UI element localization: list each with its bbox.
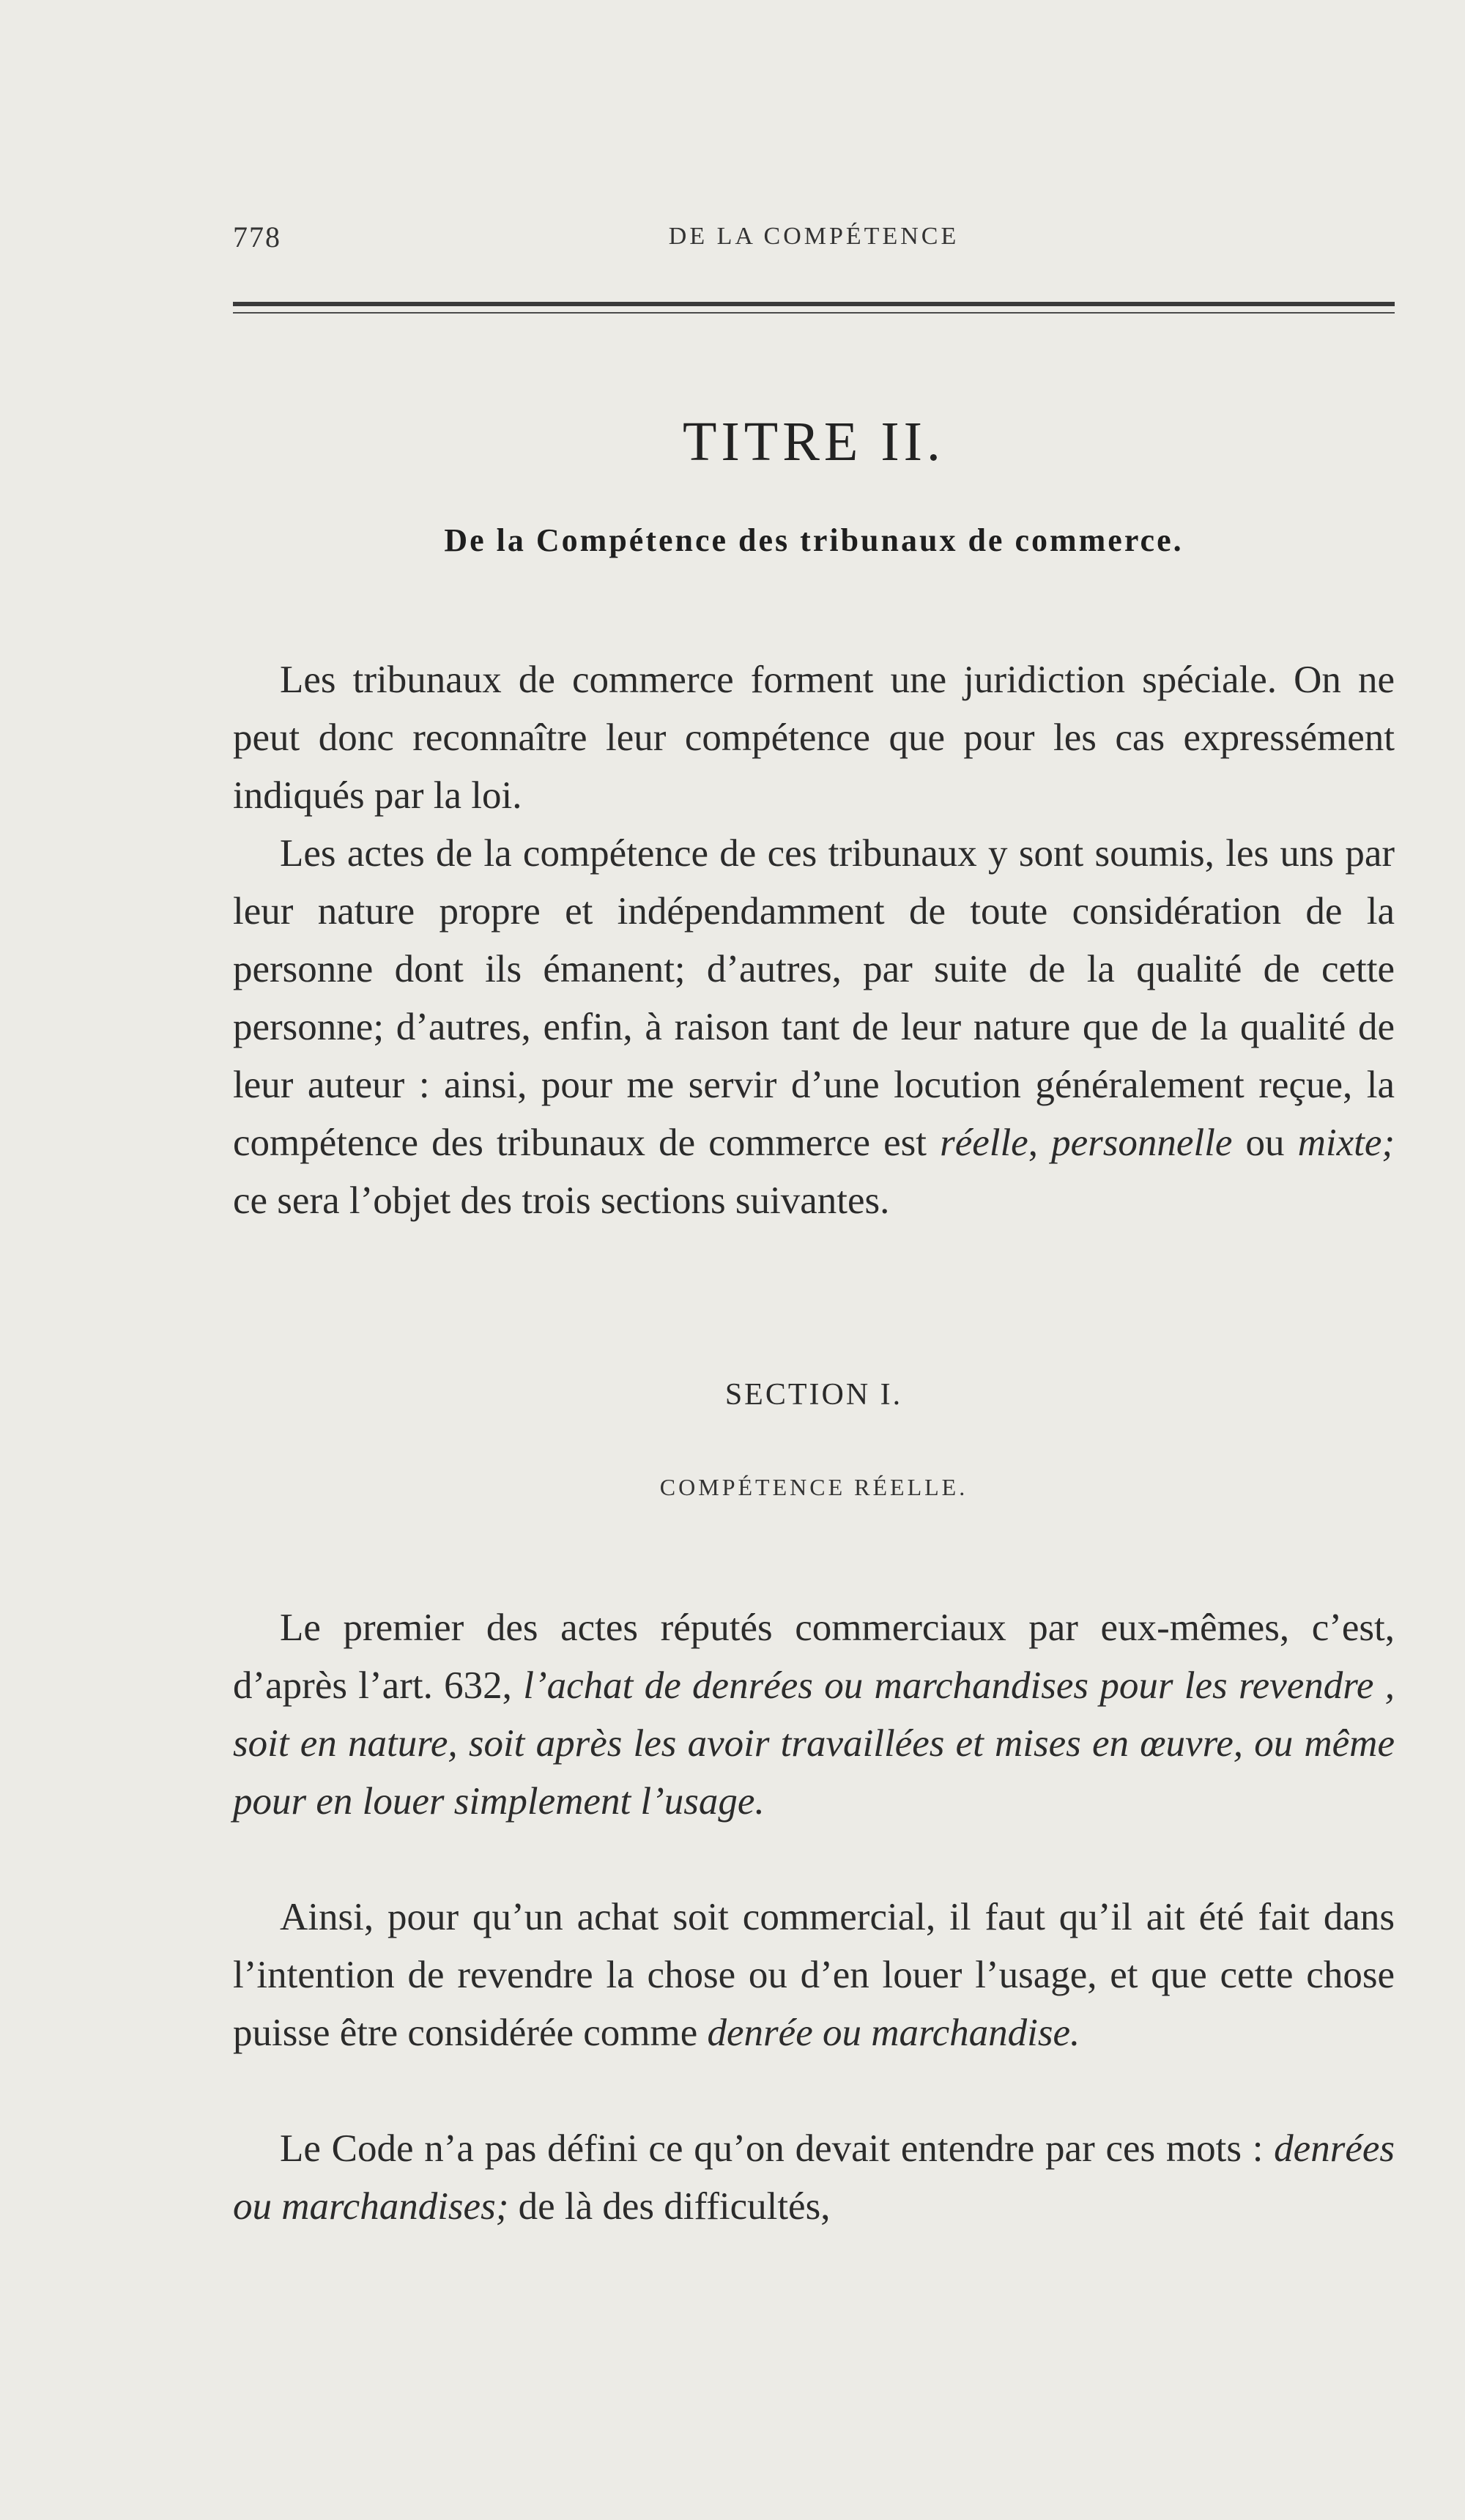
paragraph-code-definition <box>233 2120 1395 2236</box>
term-reelle: réelle <box>940 1122 1028 1164</box>
running-title: DE LA COMPÉTENCE <box>668 223 960 250</box>
paragraph-intro: Les tribunaux de commerce forment une juridiction spéciale. On ne peut donc reconnaître leur compétence que pour les cas expressément indiqués par la loi. <box>233 659 1395 817</box>
running-head <box>233 220 1395 264</box>
text-run: Les actes de la compétence de ces tribunaux y sont soumis, les uns par leur nature propre et indépendamment de toute considération de la personne dont ils émanent; d’autres, par suite de la qualité de cette personne; d’autres, enfin, à raison tant de leur nature que de la qualité de leur auteur : ainsi, pour me servir d’une locution généralement reçue, la compétence des tribunaux de commerce est <box>233 832 1395 1164</box>
term-mixte: mixte; <box>1297 1122 1395 1164</box>
text-run: Le premier des actes réputés commerciaux par eux-mêmes, c’est, d’après l’art. 632, <box>233 1606 1395 1707</box>
header-rule-thin <box>233 312 1395 314</box>
section-subheading: COMPÉTENCE RÉELLE. <box>659 1474 968 1500</box>
titre-heading: TITRE II. <box>683 411 945 472</box>
paragraph-competence-types <box>233 825 1395 1230</box>
page-number: 778 <box>233 220 281 253</box>
header-rule-thick <box>233 302 1395 306</box>
titre-subtitle: De la Compétence des tribunaux de commerce. <box>444 522 1184 558</box>
text-run: , <box>1028 1122 1052 1164</box>
text-run: de là des difficultés, <box>508 2185 831 2228</box>
text-run: Ainsi, pour qu’un achat soit commercial, il faut qu’il ait été fait dans l’intention de revendre la chose ou d’en louer l’usage, et que cette chose puisse être considérée comme <box>233 1896 1395 2054</box>
term-personnelle: personnelle <box>1051 1122 1233 1164</box>
term-denrees: denrées ou marchandises; <box>233 2127 1395 2228</box>
text-run: ou <box>1232 1122 1298 1164</box>
text-run: Le Code n’a pas défini ce qu’on devait entendre par ces mots : <box>280 2127 1275 2170</box>
section-heading: SECTION I. <box>724 1378 903 1412</box>
term-denree: denrée ou marchandise. <box>707 2012 1080 2054</box>
text-run: ce sera l’objet des trois sections suivantes. <box>233 1179 890 1222</box>
paragraph-achat-commercial <box>233 1889 1395 2062</box>
article-quote: l’achat de denrées ou marchandises pour les revendre , soit en nature, soit après les avoir travaillées et mises en œuvre, ou même pour en louer simplement l’usage. <box>233 1664 1395 1823</box>
paragraph-art-632 <box>233 1599 1395 1831</box>
